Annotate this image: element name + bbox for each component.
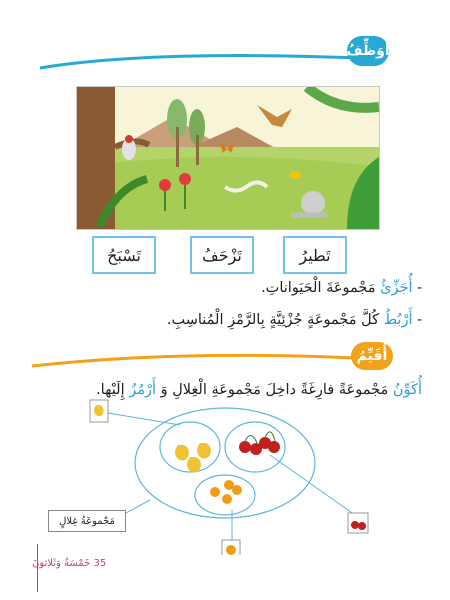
animals-illustration bbox=[76, 86, 380, 230]
verb-form: أُكَوِّنُ bbox=[392, 382, 422, 398]
section-title-assess: أُقَيِّمُ bbox=[351, 342, 393, 370]
cherry-icon bbox=[259, 432, 280, 453]
word-box-swim: تَسْبَحُ bbox=[92, 236, 156, 274]
section-title-apply: أُوَظِّفُ bbox=[347, 36, 389, 66]
word-box-fly: تَطيرُ bbox=[283, 236, 347, 274]
pear-icon bbox=[187, 457, 201, 473]
word-box-crawl: تَزْحَفُ bbox=[190, 236, 254, 274]
instruction-link: - أَرْبُطُ كُلَّ مَجْموعَةٍ جُزْئِيَّةٍ بِالرَّمْزِ الْمُناسِبِ. bbox=[166, 312, 422, 328]
cherry-icon bbox=[239, 435, 262, 455]
page-number: 35 خَمْسَةٌ وَثَلاثونَ bbox=[32, 558, 107, 569]
pear-icon bbox=[197, 443, 211, 459]
orange-icon bbox=[210, 480, 242, 504]
pear-icon bbox=[175, 445, 189, 461]
instruction-partition: - أُجَزِّئُ مَجْموعَةَ الْحَيَواناتِ. bbox=[261, 280, 422, 296]
verb-symbolize: أَرْمُزُ bbox=[129, 382, 157, 398]
task-instruction: أُكَوِّنُ مَجْموعَةً فارِغَةً داخِلَ مَجْموعَةِ الْغِلالِ وَ أَرْمُزُ إِلَيْها. bbox=[96, 382, 422, 398]
cherry-symbol-icon bbox=[351, 521, 359, 529]
set-label: مَجْموعَةُ غِلالٍ bbox=[48, 510, 126, 532]
verb-link: أَرْبُطُ bbox=[383, 312, 413, 328]
orange-symbol-icon bbox=[226, 545, 236, 555]
verb-partition: أُجَزِّئُ bbox=[380, 280, 413, 296]
